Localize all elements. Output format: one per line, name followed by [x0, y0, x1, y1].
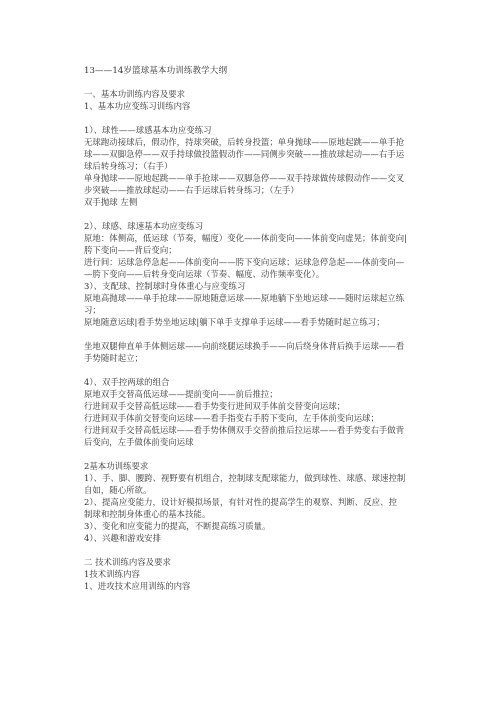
subsection-heading: 1、基本功应变练习训练内容	[84, 101, 191, 111]
body-line: 行进间双手交替高低运球——看手势变行进间双手体前交替变向运球；	[84, 401, 346, 411]
body-line: —胯下变向——后转身变向运球（节奏、幅度、动作频率变化）。	[84, 269, 325, 279]
body-line: 原地随意运球|看手势坐地运球|躺下单手支撑单手运球——看手势随时起立练习；	[84, 317, 385, 327]
item-heading: 3）、支配球、控制球时身体重心与应变练习	[84, 281, 246, 291]
item-heading: 4）、双手控两球的组合	[84, 377, 170, 387]
body-line: 2）、提高应变能力，设计好模拟场景，有针对性的提高学生的观察、判断、反应、控	[84, 497, 397, 507]
body-line: 手势随时起立；	[84, 353, 143, 363]
body-line: 单身抛球——原地起跳——单手抢球——双脚急停——双手持球做传球假动作——交叉	[84, 173, 405, 183]
body-line: 4）、兴趣和游戏安排	[84, 533, 162, 543]
body-line: 原地双手交替高低运球——提前变向——前后推拉；	[84, 389, 278, 399]
body-line: 行进间双手交替高低运球——看手势体侧双手交替前推后拉运球——看手势变右手做背	[84, 425, 405, 435]
section-heading: 一、基本功训练内容及要求	[84, 89, 186, 99]
body-line: 步突破——推放球起动——右手运球后转身练习；（左手）	[84, 185, 299, 195]
body-line: 坐地双腿伸直单手体侧运球——向前绕腿运球换手——向后绕身体背后换手运球——看	[84, 341, 405, 351]
subsection-heading: 1技术训练内容	[84, 569, 140, 579]
body-line: 原地：体侧高，低运球（节奏，幅度）变化——体前变向——体前变向虚晃；体前变向|	[84, 233, 408, 243]
document-title: 13——14岁篮球基本功训练教学大纲	[84, 66, 228, 76]
body-line: 双手抛球 左侧	[84, 197, 138, 207]
body-line: 原地高抛球——单手抢球——原地随意运球——原地躺下坐地运球——随时运球起立练	[84, 293, 405, 303]
subsection-heading: 1、进攻技术应用训练的内容	[84, 581, 191, 591]
body-line: 后变向，左手做体前变向运球	[84, 437, 194, 447]
body-line: 球后转身练习；（右手）	[84, 161, 173, 171]
body-line: 3）、变化和应变能力的提高，不断提高练习质量。	[84, 521, 271, 531]
body-line: 1）、手、脚、腰跨、视野要有机组合，控制球支配球能力，做到球性、球感、球速控制	[84, 473, 406, 483]
item-heading: 1）、球性——球感基本功应变练习	[84, 125, 212, 135]
body-line: 无球跑动接球后，假动作，持球突破，后转身投篮；单身抛球——原地起跳——单手抢	[84, 137, 405, 147]
body-line: 球——双脚急停——双手持球做投篮假动作——同侧步突破——推放球起动——右手运	[84, 149, 405, 159]
body-line: 行进间双手体前交替变向运球——看手指变右手胯下变向，左手体前变向运球；	[84, 413, 379, 423]
body-line: 习；	[84, 305, 101, 315]
item-heading: 2）、球感、球速基本功应变练习	[84, 221, 204, 231]
body-line: 自如，随心所欲。	[84, 485, 152, 495]
body-line: 胯下变向——背后变向；	[84, 245, 177, 255]
body-line: 进行间：运球急停急起——体前变向——胯下变向运球；运球急停急起——体前变向—	[84, 257, 405, 267]
body-line: 制球和控制身体重心的基本技能。	[84, 509, 211, 519]
section-heading: 二 技术训练内容及要求	[84, 557, 171, 567]
subsection-heading: 2基本功训练要求	[84, 461, 149, 471]
